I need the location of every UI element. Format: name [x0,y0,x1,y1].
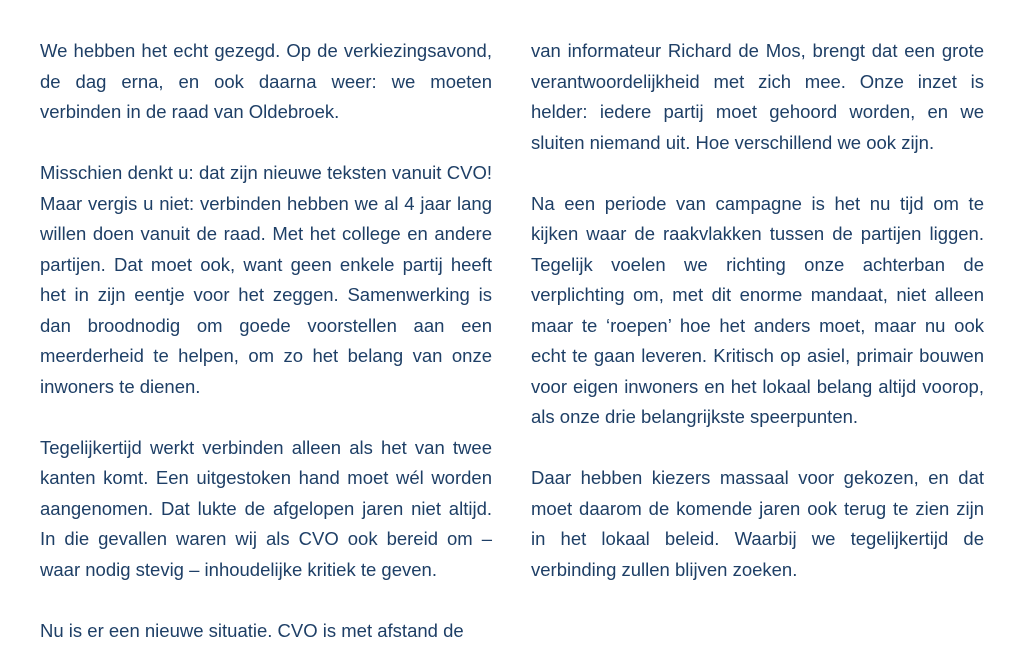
left-text-column [40,36,492,660]
paragraph-kiezers-gekozen: Daar hebben kiezers massaal voor gekozen, en dat moet daarom de komende jaren ook terug te zien zijn in het lokaal beleid. Waarbij we tegelijkertijd de verbinding zullen blijven zoeken. [531,467,984,580]
paragraph-periode-campagne: Na een periode van campagne is het nu tijd om te kijken waar de raakvlakken tussen de partijen liggen. Tegelijk voelen we richting onze achterban de verplichting om, met dit enorme mandaat, niet alleen maar te ‘roepen’ hoe het anders moet, maar nu ook echt te gaan leveren. Kritisch op asiel, primair bouwen voor eigen inwoners en het lokaal belang altijd voorop, als onze drie belangrijkste speerpunten. [531,192,984,427]
paragraph-tegelijkertijd: Tegelijkertijd werkt verbinden alleen als het van twee kanten komt. Een uitgestoken hand moet wél worden aangenomen. Dat lukte de afgelopen jaren niet altijd. In die gevallen waren wij als CVO ook bereid om – waar nodig stevig – inhoudelijke kritiek te geven. [40,436,492,580]
paragraph-verbinden-vanuit-raad: Misschien denkt u: dat zijn nieuwe teksten vanuit CVO! Maar vergis u niet: verbinden hebben we al 4 jaar lang willen doen vanuit de raad. Met het college en andere partijen. Dat moet ook, want geen enkele partij heeft het in zijn eentje voor het zeggen. Samenwerking is dan broodnodig om goede voorstellen aan een meerderheid te helpen, om zo het belang van onze inwoners te dienen. [40,162,492,397]
paragraph-verkiezingsavond: We hebben het echt gezegd. Op de verkiezingsavond, de dag erna, en ook daarna weer: we moeten verbinden in de raad van Oldebroek. [40,40,492,122]
right-text-column [531,36,984,616]
paragraph-informateur: van informateur Richard de Mos, brengt dat een grote verantwoordelijkheid met zich mee. Onze inzet is helder: iedere partij moet gehoord worden, en we sluiten niemand uit. Hoe verschillend we ook zijn. [531,40,984,153]
paragraph-nieuwe-situatie: Nu is er een nieuwe situatie. CVO is met afstand de [40,619,464,641]
